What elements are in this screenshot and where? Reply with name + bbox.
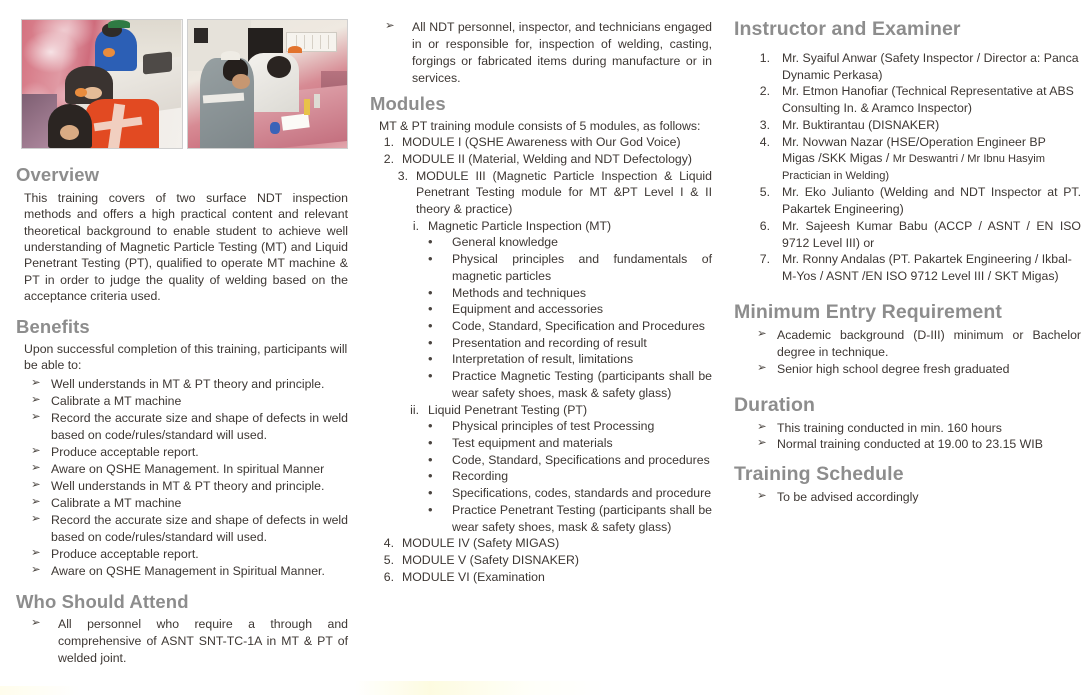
mt-topic-text: General knowledge: [452, 235, 558, 250]
pt-topic-item: [426, 435, 712, 452]
minimum-entry-list: [756, 327, 1081, 378]
module-text: MODULE V (Safety DISNAKER): [402, 553, 579, 568]
mt-topic-item: [426, 234, 712, 251]
instructor-text: Mr. Syaiful Anwar (Safety Inspector / Director a: Panca Dynamic Perkasa): [782, 51, 1079, 82]
arrow-bullet-icon: ➢: [31, 563, 41, 576]
module-item: [370, 168, 712, 218]
dot-bullet-icon: •: [428, 351, 433, 367]
instructor-text: Mr. Ronny Andalas (PT. Pakartek Engineering / Ikbal-M-Yos / ASNT /EN ISO 9712 Level III / SKT Migas): [782, 252, 1072, 284]
pt-topic-text: Specifications, codes, standards and procedure: [452, 486, 712, 501]
arrow-bullet-icon: ➢: [385, 20, 395, 32]
mt-topic-text: Interpretation of result, limitations: [452, 352, 634, 367]
module-subsection-title-row: [402, 218, 712, 235]
benefits-list-item: [30, 478, 348, 495]
instructor-text-secondary: Mr Deswantri / Mr Ibnu Hasyim Practician in Welding): [782, 153, 1045, 183]
page-bottom-artifact: [355, 681, 605, 695]
pt-topic-text: Practice Penetrant Testing (participants shall be wear safety shoes, mask & safety glass): [452, 502, 712, 534]
dot-bullet-icon: •: [428, 468, 433, 484]
duration-item: [756, 420, 1081, 436]
arrow-bullet-icon: ➢: [31, 496, 41, 509]
benefits-item-text: Well understands in MT & PT theory and principle.: [51, 377, 325, 392]
modules-list-tail: [370, 535, 712, 585]
dot-bullet-icon: •: [428, 435, 433, 451]
mt-topic-item: [426, 318, 712, 335]
module-subsection-pt: [402, 402, 712, 419]
training-schedule-list: [756, 489, 1081, 506]
benefits-item-text: Calibrate a MT machine: [51, 496, 182, 511]
dot-bullet-icon: •: [428, 368, 433, 384]
instructor-item: [734, 117, 1081, 134]
module-number: 4.: [383, 536, 394, 551]
dot-bullet-icon: •: [428, 334, 433, 350]
roman-numeral: i.: [412, 218, 419, 233]
dot-bullet-icon: •: [428, 234, 433, 250]
minimum-entry-text: Academic background (D-III) minimum or Bachelor degree in technique.: [777, 327, 1081, 359]
pt-topic-text: Test equipment and materials: [452, 436, 613, 451]
mt-topic-item: [426, 351, 712, 368]
who-should-attend-item: [384, 19, 712, 87]
instructor-text: Mr. Eko Julianto (Welding and NDT Inspector at PT. Pakartek Engineering): [782, 185, 1081, 217]
module-text: MODULE IV (Safety MIGAS): [402, 536, 560, 551]
section-heading-minimum-entry-requirement: Minimum Entry Requirement: [734, 300, 1002, 323]
benefits-list-item: [30, 444, 348, 461]
instructor-number: 1.: [759, 51, 770, 65]
left-column: [0, 0, 370, 695]
mt-topic-item: [426, 251, 712, 284]
arrow-bullet-icon: ➢: [31, 411, 41, 424]
arrow-bullet-icon: ➢: [31, 462, 41, 475]
who-should-attend-list: [30, 616, 348, 667]
benefits-item-text: Calibrate a MT machine: [51, 394, 182, 409]
benefits-list-item: [30, 410, 348, 444]
dot-bullet-icon: •: [428, 251, 433, 267]
module-text: MODULE III (Magnetic Particle Inspection & Liquid Penetrant Testing module for MT &PT Level I & II theory & practice): [416, 168, 712, 216]
arrow-bullet-icon: ➢: [757, 361, 767, 374]
page-bottom-artifact-left: [0, 686, 80, 695]
who-should-attend-item: [30, 616, 348, 667]
duration-list: [756, 420, 1081, 452]
instructor-item: [734, 218, 1081, 251]
dot-bullet-icon: •: [428, 318, 433, 334]
dot-bullet-icon: •: [428, 284, 433, 300]
instructor-text: Mr. Buktirantau (DISNAKER): [782, 117, 940, 132]
benefits-item-text: Produce acceptable report.: [51, 445, 199, 460]
overview-paragraph: This training covers of two surface NDT inspection methods and offers a high practical content and relevant theoretical background to enable student to achieve well understanding of Magnetic Particle Testing (MT) and Liquid Penetrant Testing (PT), qualified to operate MT machine & PT in order to judge the quality of welding based on the acceptance criteria used.: [24, 190, 348, 304]
dot-bullet-icon: •: [428, 451, 433, 467]
arrow-bullet-icon: ➢: [31, 513, 41, 526]
instructor-item: [734, 134, 1081, 185]
section-heading-instructor-and-examiner: Instructor and Examiner: [734, 18, 961, 40]
instructor-item: [734, 50, 1081, 83]
pt-topic-text: Physical principles of test Processing: [452, 419, 655, 434]
arrow-bullet-icon: ➢: [757, 436, 767, 449]
benefits-list: [30, 376, 348, 580]
instructor-number: 7.: [759, 252, 770, 267]
section-heading-overview: Overview: [16, 164, 100, 185]
duration-item: [756, 436, 1081, 452]
benefits-list-item: [30, 546, 348, 563]
module-number: 5.: [383, 553, 394, 568]
instructor-number: 6.: [759, 218, 770, 233]
mt-topic-text: Methods and techniques: [452, 285, 586, 300]
instructor-item: [734, 83, 1081, 116]
module-number: 3.: [397, 168, 408, 183]
pt-topic-text: Recording: [452, 469, 509, 484]
instructor-number: 5.: [759, 185, 770, 200]
instructor-number: 3.: [759, 117, 770, 132]
mt-topic-item: [426, 301, 712, 318]
photo-gallery: [16, 0, 348, 149]
module-number: 2.: [383, 151, 394, 166]
module-item: [370, 134, 712, 151]
arrow-bullet-icon: ➢: [31, 377, 41, 390]
mt-topic-item: [426, 368, 712, 401]
module-text: MODULE II (Material, Welding and NDT Defectology): [402, 151, 692, 166]
benefits-item-text: Aware on QSHE Management. In spiritual Manner: [51, 462, 325, 477]
benefits-intro: Upon successful completion of this training, participants will be able to:: [24, 341, 348, 372]
training-schedule-item: [756, 489, 1081, 506]
module-subsection-title: Liquid Penetrant Testing (PT): [428, 402, 588, 417]
mt-topic-list: [426, 234, 712, 401]
module-subsection-mt: [402, 218, 712, 235]
mt-topic-item: [426, 285, 712, 302]
arrow-bullet-icon: ➢: [31, 394, 41, 407]
benefits-list-item: [30, 393, 348, 410]
arrow-bullet-icon: ➢: [757, 420, 767, 433]
module-number: 6.: [383, 569, 394, 584]
training-schedule-text: To be advised accordingly: [777, 490, 919, 505]
module-item: [370, 552, 712, 569]
section-heading-who-should-attend: Who Should Attend: [16, 590, 189, 612]
section-heading-benefits: Benefits: [16, 315, 90, 337]
minimum-entry-item: [756, 361, 1081, 378]
duration-text: This training conducted in min. 160 hours: [777, 420, 1002, 435]
module-text: MODULE VI (Examination: [402, 569, 545, 584]
section-heading-modules: Modules: [370, 92, 446, 114]
benefits-list-item: [30, 563, 348, 580]
mt-topic-text: Practice Magnetic Testing (participants shall be wear safety shoes, mask & safety glass): [452, 369, 712, 400]
dot-bullet-icon: •: [428, 418, 433, 434]
benefits-item-text: Aware on QSHE Management in Spiritual Manner.: [51, 563, 325, 578]
minimum-entry-text: Senior high school degree fresh graduated: [777, 361, 1010, 376]
module-subsection-title-row: [402, 402, 712, 419]
minimum-entry-item: [756, 327, 1081, 361]
arrow-bullet-icon: ➢: [31, 479, 41, 492]
training-photo-1: [21, 19, 183, 149]
dot-bullet-icon: •: [428, 501, 433, 517]
section-heading-training-schedule: Training Schedule: [734, 463, 904, 486]
module-subsection-title: Magnetic Particle Inspection (MT): [428, 218, 612, 233]
instructor-text: Mr. Novwan Nazar (HSE/Operation Engineer BP Migas /SKK Migas /: [782, 134, 1046, 166]
benefits-item-text: Well understands in MT & PT theory and principle.: [51, 479, 325, 494]
modules-list: [370, 134, 712, 218]
who-should-attend-text: All personnel who require a through and comprehensive of ASNT SNT-TC-1A in MT & PT of welded joint.: [58, 616, 348, 665]
pt-topic-item: [426, 418, 712, 435]
arrow-bullet-icon: ➢: [757, 490, 767, 503]
who-should-attend-text: All NDT personnel, inspector, and technicians engaged in or responsible for, inspection of welding, casting, forgings or fabricated items during manufacture or in services.: [412, 20, 712, 85]
benefits-item-text: Record the accurate size and shape of defects in weld based on code/rules/standard will used.: [51, 411, 348, 443]
mt-topic-text: Code, Standard, Specification and Procedures: [452, 319, 705, 334]
roman-numeral: ii.: [410, 402, 419, 417]
arrow-bullet-icon: ➢: [31, 547, 41, 559]
training-photo-2: [187, 19, 349, 149]
module-text: MODULE I (QSHE Awareness with Our God Voice): [402, 135, 681, 150]
benefits-list-item: [30, 461, 348, 478]
arrow-bullet-icon: ➢: [757, 327, 767, 340]
instructor-item: [734, 184, 1081, 217]
module-item: [370, 151, 712, 168]
modules-intro: MT & PT training module consists of 5 modules, as follows:: [379, 118, 701, 133]
instructor-number: 4.: [759, 134, 770, 149]
benefits-list-item: [30, 495, 348, 512]
section-heading-duration: Duration: [734, 393, 815, 416]
mt-topic-item: [426, 335, 712, 352]
instructor-item: [734, 251, 1081, 284]
mt-topic-text: Presentation and recording of result: [452, 335, 647, 350]
benefits-item-text: Produce acceptable report.: [51, 547, 199, 561]
module-number: 1.: [383, 135, 394, 150]
benefits-list-item: [30, 512, 348, 546]
benefits-item-text: Record the accurate size and shape of defects in weld based on code/rules/standard will used.: [51, 513, 348, 545]
arrow-bullet-icon: ➢: [31, 616, 41, 629]
arrow-bullet-icon: ➢: [31, 445, 41, 458]
dot-bullet-icon: •: [428, 301, 433, 317]
duration-text: Normal training conducted at 19.00 to 23.15 WIB: [777, 436, 1043, 451]
pt-topic-item: [426, 452, 712, 469]
mt-topic-text: Physical principles and fundamentals of magnetic particles: [452, 252, 712, 283]
dot-bullet-icon: •: [428, 485, 433, 501]
middle-column: [370, 0, 720, 695]
who-should-attend-continued-list: [384, 19, 712, 87]
pt-topic-text: Code, Standard, Specifications and procedures: [452, 452, 710, 467]
pt-topic-item: [426, 485, 712, 502]
instructor-text: Mr. Etmon Hanofiar (Technical Representative at ABS Consulting In. & Aramco Inspector): [782, 84, 1074, 116]
instructor-text: Mr. Sajeesh Kumar Babu (ACCP / ASNT / EN ISO 9712 Level III) or: [782, 218, 1081, 250]
benefits-list-item: [30, 376, 348, 393]
right-column: [720, 0, 1087, 695]
pt-topic-list: [426, 418, 712, 535]
instructor-list: [734, 50, 1081, 285]
module-item: [370, 535, 712, 552]
pt-topic-item: [426, 502, 712, 535]
mt-topic-text: Equipment and accessories: [452, 302, 604, 317]
pt-topic-item: [426, 468, 712, 485]
module-item: [370, 569, 712, 586]
instructor-number: 2.: [759, 84, 770, 99]
